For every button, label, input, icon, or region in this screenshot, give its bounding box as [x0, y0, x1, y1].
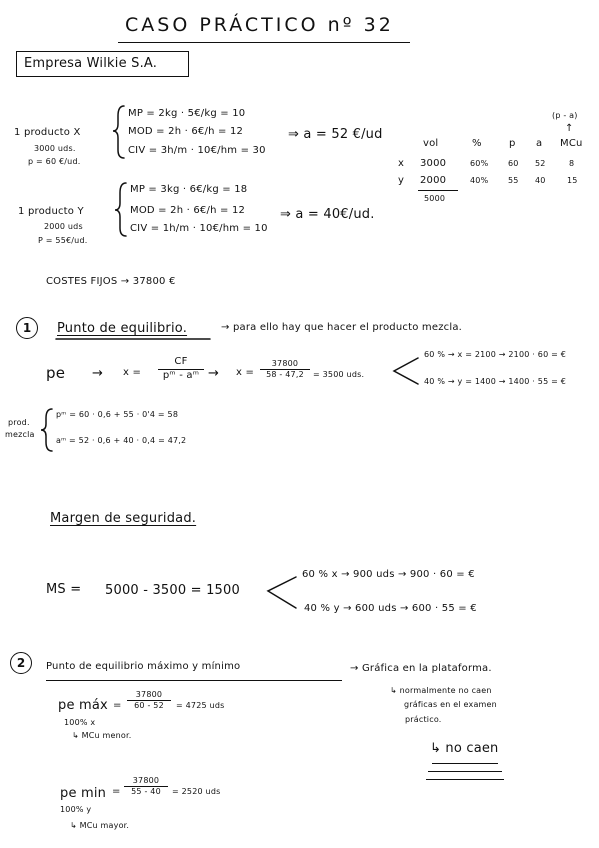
fraction-pemin-den: 55 - 40 — [131, 787, 161, 797]
fraction-pemax-den: 60 - 52 — [134, 701, 164, 711]
product-x-price: p = 60 €/ud. — [28, 157, 81, 166]
section2-underline — [46, 680, 342, 681]
product-y-civ: CIV = 1h/m · 10€/hm = 10 — [130, 223, 268, 234]
mix-cost: aᵐ = 52 · 0,6 + 40 · 0,4 = 47,2 — [56, 436, 187, 445]
fraction-pemax-num: 37800 — [135, 690, 163, 699]
section2-note: → Gráfica en la plataforma. — [350, 663, 492, 674]
product-y-mp: MP = 3kg · 6€/kg = 18 — [130, 184, 248, 195]
fraction-cf-num: CF — [174, 356, 188, 367]
mix-price: pᵐ = 60 · 0,6 + 55 · 0'4 = 58 — [56, 410, 179, 419]
table-header-pct: % — [472, 138, 482, 149]
product-y-units: 2000 uds — [44, 222, 83, 231]
mix-label-1: prod. — [8, 418, 30, 427]
x-eq-1: x = — [123, 367, 142, 378]
pemin-note-1: 100% y — [60, 805, 92, 814]
table-cell-y-a: 40 — [535, 176, 546, 185]
margin-heading: Margen de seguridad. — [50, 511, 197, 526]
ms-label: MS = — [46, 582, 82, 597]
branch-pe — [394, 358, 418, 384]
product-x-mod: MOD = 2h · 6€/h = 12 — [128, 126, 244, 137]
table-cell-x-pct: 60% — [470, 159, 489, 168]
table-header-vol: vol — [423, 138, 439, 149]
product-x-civ: CIV = 3h/m · 10€/hm = 30 — [128, 145, 266, 156]
table-header-a: a — [536, 138, 543, 149]
emphasis-line-2 — [428, 771, 502, 772]
table-cell-x-mcu: 8 — [569, 159, 575, 168]
pemin-label: pe min — [60, 786, 107, 801]
table-row-y-label: y — [398, 175, 405, 186]
table-note-arrow: ↑ — [565, 123, 574, 134]
table-cell-x-a: 52 — [535, 159, 546, 168]
ms-branch-top: 60 % x → 900 uds → 900 · 60 = € — [302, 569, 475, 580]
fraction-37800-den: 58 - 47,2 — [266, 370, 304, 380]
product-x-units: 3000 uds. — [34, 144, 76, 153]
section2-sub-3: práctico. — [405, 715, 442, 724]
brace-product-y — [115, 183, 126, 236]
pemax-eq: = — [113, 700, 122, 711]
pemax-note-2: ↳ MCu menor. — [72, 731, 132, 740]
pemax-result: = 4725 uds — [176, 701, 225, 710]
x-eq-2: x = — [236, 367, 255, 378]
ms-branch-bottom: 40 % y → 600 uds → 600 · 55 = € — [304, 603, 477, 614]
product-x-mp: MP = 2kg · 5€/kg = 10 — [128, 108, 246, 119]
fixed-costs: COSTES FIJOS → 37800 € — [46, 276, 176, 287]
table-cell-y-vol: 2000 — [420, 175, 447, 186]
table-cell-x-p: 60 — [508, 159, 519, 168]
brace-product-x — [113, 106, 124, 158]
pe-arrow-1: → — [92, 366, 104, 381]
table-cell-y-p: 55 — [508, 176, 519, 185]
emphasis-line-3 — [426, 779, 504, 780]
section1-number: 1 — [16, 317, 38, 339]
section2-sub-1: ↳ normalmente no caen — [390, 686, 492, 695]
pemin-note-2: ↳ MCu mayor. — [70, 821, 130, 830]
pe-branch-bottom: 40 % → y = 1400 → 1400 · 55 = € — [424, 377, 567, 386]
pe-arrow-2: → — [208, 366, 220, 381]
table-header-mcu: MCu — [560, 138, 583, 149]
table-cell-y-pct: 40% — [470, 176, 489, 185]
section2-number: 2 — [10, 652, 32, 674]
product-x-label: 1 producto X — [14, 127, 81, 138]
pe-result: = 3500 uds. — [313, 370, 365, 379]
product-y-result: ⇒ a = 40€/ud. — [280, 207, 375, 222]
ms-calc: 5000 - 3500 = 1500 — [105, 583, 240, 598]
table-cell-y-mcu: 15 — [567, 176, 578, 185]
fraction-37800-num: 37800 — [271, 359, 299, 368]
section2-sub-2: gráficas en el examen — [404, 700, 497, 709]
mix-label-2: mezcla — [5, 430, 35, 439]
fraction-cf — [158, 357, 204, 381]
pemax-label: pe máx — [58, 698, 108, 713]
table-row-x-label: x — [398, 158, 405, 169]
section1-heading: Punto de equilibrio. — [57, 321, 188, 336]
company-name: Empresa Wilkie S.A. — [24, 56, 158, 71]
fraction-pemax — [127, 691, 171, 711]
fraction-37800 — [260, 360, 310, 380]
section1-note: → para ello hay que hacer el producto mezcla. — [221, 322, 463, 333]
table-note-top: (p - a) — [552, 111, 578, 120]
pemin-eq: = — [112, 786, 121, 797]
page-title: CASO PRÁCTICO nº 32 — [125, 14, 394, 36]
section2-sub-4: ↳ no caen — [430, 741, 499, 756]
fraction-cf-den: pᵐ - aᵐ — [162, 369, 200, 381]
product-x-result: ⇒ a = 52 €/ud — [288, 127, 383, 142]
table-total: 5000 — [424, 194, 446, 203]
table-header-p: p — [509, 138, 516, 149]
pe-label: pe — [46, 364, 66, 382]
product-y-label: 1 producto Y — [18, 206, 84, 217]
fraction-pemin — [124, 777, 168, 797]
product-y-mod: MOD = 2h · 6€/h = 12 — [130, 205, 246, 216]
pemax-note-1: 100% x — [64, 718, 96, 727]
pemin-result: = 2520 uds — [172, 787, 221, 796]
emphasis-line-1 — [432, 763, 498, 764]
pe-branch-top: 60 % → x = 2100 → 2100 · 60 = € — [424, 350, 567, 359]
company-box — [16, 51, 189, 77]
product-y-price: P = 55€/ud. — [38, 236, 88, 245]
table-cell-x-vol: 3000 — [420, 158, 447, 169]
title-underline — [118, 42, 410, 43]
brace-mix — [41, 409, 52, 451]
branch-ms — [268, 577, 296, 608]
section2-heading: Punto de equilibrio máximo y mínimo — [46, 661, 241, 672]
table-total-line — [418, 190, 458, 191]
fraction-pemin-num: 37800 — [132, 776, 160, 785]
